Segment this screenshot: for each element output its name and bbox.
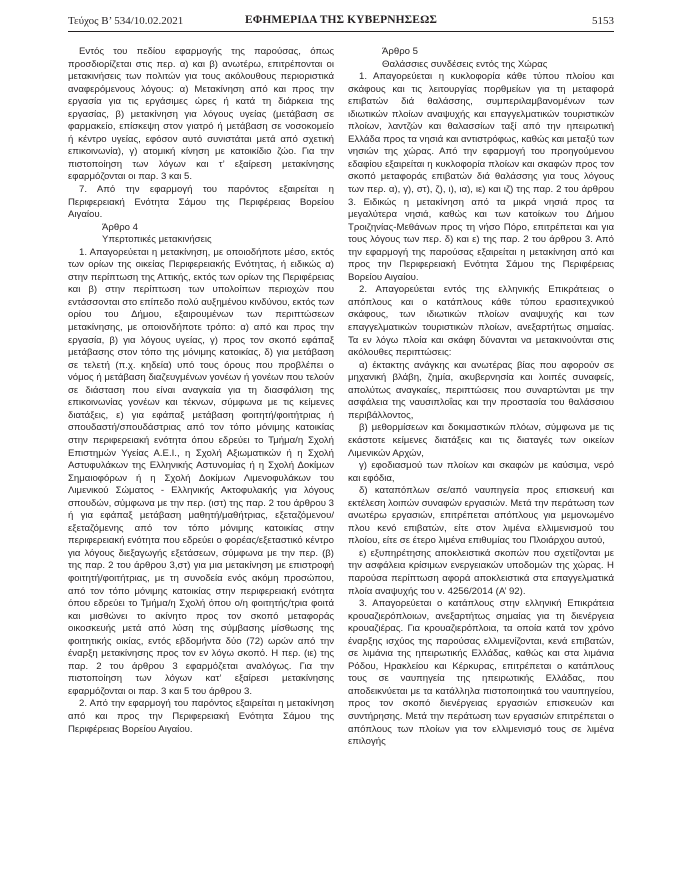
right-column bbox=[348, 46, 614, 749]
article-5-item-a: α) έκτακτης ανάγκης και ανωτέρας βίας που αφορούν σε μηχανική βλάβη, ζημία, ακυβερνησία και λοιπές συναφείς, απολύτως αναγκαίες, περιπτώσεις που συναρτώνται με την ασφάλεια της ναυσιπλοΐας και την προστασία του θαλάσσιου περιβάλλοντος, bbox=[348, 359, 614, 421]
gazette-title: ΕΦΗΜΕΡΙΔΑ ΤΗΣ ΚΥΒΕΡΝΗΣΕΩΣ bbox=[244, 14, 437, 26]
article-5-title: Άρθρο 5 bbox=[382, 46, 418, 57]
issue-number: Τεύχος B’ 534/10.02.2021 bbox=[68, 15, 184, 27]
article-5-paragraph-1: 1. Απαγορεύεται η κυκλοφορία κάθε τύπου πλοίου και σκάφους και τις λειτουργίας πορθμείων για τη μεταφορά επιβατών διά θαλάσσης, συμπεριλαμβανομένων των ιδιωτικών πλοίων αναψυχής και επαγγελματικών τουριστικών πλοίων, λαντζών και θαλασσίων ταξί από την ηπειρωτική Ελλάδα προς τα νησιά και αντιστρόφως, καθώς και μεταξύ των νησιών της χώρας. Από την εφαρμογή του προηγούμενου εδαφίου εξαιρείται η κυκλοφορία πλοίων και σκαφών προς τον σκοπό μεταφοράς επιβατών διά θαλάσσης για τους λόγους των περ. α), γ), στ), ζ), ι), ια), ιε) και ιζ) της παρ. 2 του άρθρου 3. Ειδικώς η μετακίνηση από τα μικρά νησιά προς τα μεγαλύτερα νησιά, καθώς και των κατοίκων του Δήμου Τροιζηνίας-Μεθάνων προς τη νήσο Πόρο, επιτρέπεται και για τους λόγους των περ. δ) και ε) της παρ. 2 του άρθρου 3. Από την εφαρμογή της παρούσας εξαιρείται η μετακίνηση από και προς την Περιφερειακή Ενότητα Σάμου της Περιφέρειας Βορείου Αιγαίου. bbox=[348, 71, 614, 283]
header-rule bbox=[68, 31, 614, 32]
article-5-paragraph-3: 3. Απαγορεύεται ο κατάπλους στην ελληνική Επικράτεια κρουαζιερόπλοιων, ανεξαρτήτως σημαίας για τη διενέργεια κρουαζιέρας. Για κρουαζιερόπλοια, τα οποία κατά τον χρόνο έναρξης ισχύος της παρούσας ελλιμενίζονται, κενά επιβατών, σε λιμάνια της ηπειρωτικής Ελλάδας, καθώς και στα λιμάνια Ρόδου, Ηρακλείου και Κέρκυρας, επιτρέπεται ο κατάπλους τους σε ναυπηγεία της ηπειρωτικής Ελλάδας, που αποδεικνύεται με τα κατάλληλα πιστοποιητικά του ναυπηγείου, προς τον σκοπό διενέργειας εργασιών επισκευών και συντήρησης. Μετά την περάτωση των εργασιών επιτρέπεται ο απόπλους των πλοίων για τον ελλιμενισμό τους σε λιμένα επιλογής bbox=[348, 598, 614, 748]
article-4-paragraph-1: 1. Απαγορεύεται η μετακίνηση, με οποιοδήποτε μέσο, εκτός των ορίων της οικείας Περιφερειακής Ενότητας, ή ειδικώς α) στην περίπτωση της Αττικής, εκτός των ορίων της Περιφέρειας και β) στην περίπτωση των υπολοίπων περιοχών που εντάσσονται στο επίπεδο πολύ αυξημένου κινδύνου, εκτός των ορίου του Δήμου, εξαιρουμένων των περιπτώσεων μετακίνησης, με οποιονδήποτε τρόπο: α) από και προς την εργασία, β) για λόγους υγείας, γ) προς τον σκοπό εφάπαξ μετάβασης στον τόπο της μόνιμης κατοικίας, δ) για μετάβαση σε τελετή (π.χ. κηδεία) υπό τους όρους που προβλέπει ο νόμος ή μετάβαση διαζευγμένων γονέων ή γονέων που τελούν σε διάσταση που είναι αναγκαία για τη διασφάλιση της επικοινωνίας γονέων και τέκνων, σύμφωνα με τις κείμενες διατάξεις, ε) για εφάπαξ μετάβαση φοιτητή/φοιτήτριας ή σπουδαστή/σπουδάστριας από τον τόπο μόνιμης κατοικίας στην περιφερειακή ενότητα όπου εδρεύει το Τμήμα/η Σχολή Επιστημών Υγείας Α.Ε.Ι., η Σχολή Αξιωματικών ή η Σχολή Αστυφυλάκων της Ελληνικής Αστυνομίας ή η Σχολή Δοκίμων Σημαιοφόρων ή η Σχολή Δοκίμων Λιμενοφυλάκων του Λιμενικού Σώματος - Ελληνικής Ακτοφυλακής για λόγους σπουδών, σύμφωνα με την περ. (ιστ) της παρ. 2 του άρθρου 3 ή για εφάπαξ μετάβαση μαθητή/μαθήτριας, εξεταζόμενου/εξεταζόμενης από τον τόπο μόνιμης κατοικίας στην περιφερειακή ενότητα που εδρεύει ο φορέας/εξεταστικό κέντρο για λόγους διεξαγωγής εξετάσεων, σύμφωνα με την περ. (β) της παρ. 2 του άρθρου 3,στ) για μια μετακίνηση με επιστροφή φοιτητή/φοιτήτριας, με τη συνοδεία ενός ακόμη προσώπου, από τον τόπο μόνιμης κατοικίας στην περιφερειακή ενότητα όπου εδρεύει το Τμήμα/η Σχολή όπου ο/η φοιτητής/τρια φοιτά και μισθώνει το ακίνητο προς τον σκοπό μεταφοράς οικοσκευής μετά από λύση της σύμβασης μίσθωσης της φοιτητικής οικίας, εντός εβδομήντα δύο (72) ωρών από την έναρξη μετακίνησης προς τον εν λόγω σκοπό. Η περ. (ιε) της παρ. 2 του άρθρου 3 εφαρμόζεται αναλόγως. Για την πιστοποίηση των λόγων κατ’ εξαίρεσι μετακίνησης εφαρμόζονται οι παρ. 3 και 5 του άρθρου 3. bbox=[68, 246, 334, 697]
article-5-paragraph-2: 2. Απαγορεύεται εντός της ελληνικής Επικράτειας ο απόπλους και ο κατάπλους κάθε τύπου ερασιτεχνικού σκάφους, των ιδιωτικών πλοίων αναψυχής και των επαγγελματικών τουριστικών πλοίων, ανεξαρτήτως σημαίας. Τα εν λόγω πλοία και σκάφη δύνανται να μετακινούνται στις ακόλουθες περιπτώσεις: bbox=[348, 284, 614, 359]
article-5-item-b: β) μεθορμίσεων και δοκιμαστικών πλόων, σύμφωνα με τις εκάστοτε κείμενες διατάξεις και τις διαταγές των οικείων Λιμενικών Αρχών, bbox=[348, 422, 614, 459]
left-column bbox=[68, 46, 334, 736]
page-number: 5153 bbox=[592, 15, 614, 27]
article-5-item-c: γ) εφοδιασμού των πλοίων και σκαφών με καύσιμα, νερό και εφόδια, bbox=[348, 460, 614, 484]
article-5-item-d: δ) καταπόπλων σε/από ναυπηγεία προς επισκευή και εκτέλεση λοιπών συναφών εργασιών. Μετά την περάτωση των ανωτέρω εργασιών, επιτρέπεται απόπλους για μεμονωμένο πλου κενό επιβατών, είτε στον λιμένα ελλιμενισμού του πλοίου, είτε σε έτερο λιμένα επιθυμίας του Πλοιάρχου αυτού, bbox=[348, 485, 614, 547]
paragraph-7: 7. Από την εφαρμογή του παρόντος εξαιρείται η Περιφερειακή Ενότητα Σάμου της Περιφέρειας Βορείου Αιγαίου. bbox=[68, 184, 334, 221]
article-4-paragraph-2: 2. Από την εφαρμογή του παρόντος εξαιρείται η μετακίνηση από και προς την Περιφερειακή Ενότητα Σάμου της Περιφέρειας Βορείου Αιγαίου. bbox=[68, 698, 334, 735]
page-header bbox=[68, 12, 614, 30]
article-5-item-e: ε) εξυπηρέτησης αποκλειστικά σκοπών που σχετίζονται με την ασφάλεια κρίσιμων ενεργειακών υποδομών της χώρας. Η παρούσα περίπτωση αφορά αποκλειστικά στα επαγγελματικά πλοία αναψυχής του ν. 4256/2014 (Α’ 92). bbox=[348, 547, 614, 597]
paragraph-continuation: Εντός του πεδίου εφαρμογής της παρούσας, όπως προσδιορίζεται στις περ. α) και β) ανωτέρω, επιτρέπονται οι μετακινήσεις των πολιτών για τους ακόλουθους περιοριστικά αναφερόμενους λόγους: α) Μετακίνηση από και προς την εργασία για τις εργάσιμες ώρες ή κατά τη διάρκεια της εργασίας, β) μετακίνηση για λόγους υγείας (μετάβαση σε φαρμακείο, επίσκεψη στον γιατρό ή μετάβαση σε νοσοκομείο ή κέντρο υγείας, εφόσον αυτό συνιστάται μετά από σχετική επικοινωνία), γ) ατομική κίνηση με κατοικίδιο ζώο. Για την πιστοποίηση των λόγων και τ’ εξαίρεση μετακίνησης εφαρμόζονται οι παρ. 3 και 5. bbox=[68, 46, 334, 183]
article-4-title: Άρθρο 4 bbox=[102, 221, 138, 233]
article-5-subtitle: Θαλάσσιες συνδέσεις εντός της Χώρας bbox=[382, 58, 548, 70]
article-4-subtitle: Υπερτοπικές μετακινήσεις bbox=[102, 234, 212, 246]
